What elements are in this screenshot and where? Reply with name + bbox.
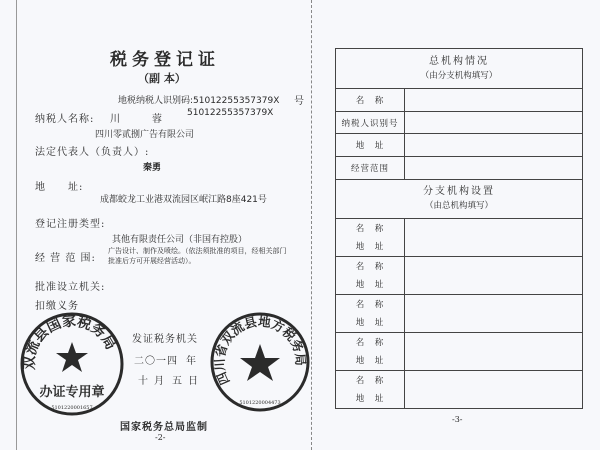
national-tax-stamp <box>20 312 124 416</box>
branch-row <box>336 333 583 371</box>
branch-row <box>336 257 583 295</box>
date-month-label: 月 <box>154 376 165 387</box>
hq-row-value[interactable] <box>405 89 583 112</box>
scope-line2: 批准后方可开展经营活动）。 <box>108 257 196 265</box>
branch-name-label: 名 称 <box>355 261 385 272</box>
hq-row <box>336 134 583 157</box>
page-number-left: -2- <box>155 433 166 442</box>
date-day-label: 日 <box>188 376 199 387</box>
withholding-label: 扣缴义务 <box>35 301 79 312</box>
branch-row-value[interactable] <box>405 219 583 257</box>
taxpayer-name-label: 纳税人名称: <box>35 114 95 125</box>
hq-row <box>336 157 583 180</box>
branch-row-labels <box>336 257 405 295</box>
branch-row-value[interactable] <box>405 371 583 409</box>
hq-row-value[interactable] <box>405 112 583 134</box>
taxpayer-id-line2: 51012255357379X <box>187 108 274 118</box>
id-mid: 蓉 <box>152 114 163 125</box>
stamp-left-code: 5101220001657 <box>51 405 93 411</box>
branch-row-labels <box>336 219 405 257</box>
stamp-right-ring: 四川省双流县地方税务局 <box>211 313 309 388</box>
branch-row <box>336 371 583 409</box>
legal-rep-label: 法定代表人（负责人）: <box>35 147 150 158</box>
hq-row-value[interactable] <box>405 157 583 180</box>
registration-table <box>335 48 583 409</box>
hq-row-value[interactable] <box>405 134 583 157</box>
branch-name-label: 名 称 <box>355 299 385 310</box>
branch-row-value[interactable] <box>405 295 583 333</box>
issuer-label: 发证税务机关 <box>132 334 198 345</box>
reg-type: 其他有限责任公司（非国有控股） <box>112 235 248 245</box>
stamp-right-code: 5101220004473 <box>239 400 281 406</box>
branch-address-label: 地 址 <box>355 241 385 252</box>
hq-row-label: 经营范围 <box>336 157 405 180</box>
hq-row-label: 地 址 <box>336 134 405 157</box>
hq-row-label: 名 称 <box>336 89 405 112</box>
local-tax-stamp <box>210 312 310 412</box>
branch-row <box>336 295 583 333</box>
branch-row-value[interactable] <box>405 257 583 295</box>
hq-note: （由分支机构填写） <box>420 70 498 81</box>
id-prefix: 川 <box>110 114 121 125</box>
left-page-edge <box>16 0 17 450</box>
branch-address-label: 地 址 <box>355 317 385 328</box>
stamp-left-ring: 双流县国家税务局 <box>21 313 119 371</box>
branch-header <box>336 180 583 219</box>
hq-row <box>336 112 583 134</box>
scope-line1: 广告设计、制作及喷绘。（依法须批准的项目，经相关部门 <box>108 247 287 255</box>
address: 成都蛟龙工业港双流园区岷江路8座421号 <box>100 195 267 205</box>
hq-row <box>336 89 583 112</box>
hq-title: 总机构情况 <box>429 55 489 67</box>
date-year-label: 年 <box>186 356 197 367</box>
certificate-title: 税务登记证 <box>110 50 220 70</box>
address-label: 地 址: <box>35 182 84 193</box>
taxpayer-id-line: 地税纳税人识别码:51012255357379X <box>118 96 280 106</box>
star-icon <box>56 342 88 372</box>
branch-name-label: 名 称 <box>355 223 385 234</box>
branch-title: 分支机构设置 <box>423 186 495 197</box>
branch-address-label: 地 址 <box>355 279 385 290</box>
hq-row-label: 纳税人识别号 <box>336 112 405 134</box>
page-fold-divider <box>311 0 312 450</box>
date-year: 二〇一四 <box>134 356 178 367</box>
branch-row-labels <box>336 295 405 333</box>
date-day: 五 <box>172 376 183 387</box>
branch-address-label: 地 址 <box>355 393 385 404</box>
branch-note: （由总机构填写） <box>424 201 493 211</box>
branch-row-labels <box>336 371 405 409</box>
taxpayer-name: 四川零贰捌广告有限公司 <box>95 130 195 140</box>
taxpayer-id-suffix: 号 <box>294 96 305 107</box>
supervised-by: 国家税务总局监制 <box>120 422 208 433</box>
page-number-right: -3- <box>452 415 463 424</box>
branch-row <box>336 219 583 257</box>
branch-row-value[interactable] <box>405 333 583 371</box>
reg-type-label: 登记注册类型: <box>35 219 106 230</box>
branch-name-label: 名 称 <box>355 375 385 386</box>
branch-row-labels <box>336 333 405 371</box>
certificate-subtitle: （副 本） <box>138 72 186 85</box>
approval-label: 批准设立机关: <box>35 282 106 293</box>
branch-name-label: 名 称 <box>355 337 385 348</box>
scope-label: 经 营 范 围: <box>35 253 96 264</box>
legal-rep: 秦勇 <box>143 163 162 173</box>
stamp-left-center: 办证专用章 <box>39 385 105 400</box>
branch-address-label: 地 址 <box>355 355 385 366</box>
star-icon <box>240 344 280 381</box>
date-month: 十 <box>138 376 149 387</box>
hq-header <box>336 49 583 89</box>
